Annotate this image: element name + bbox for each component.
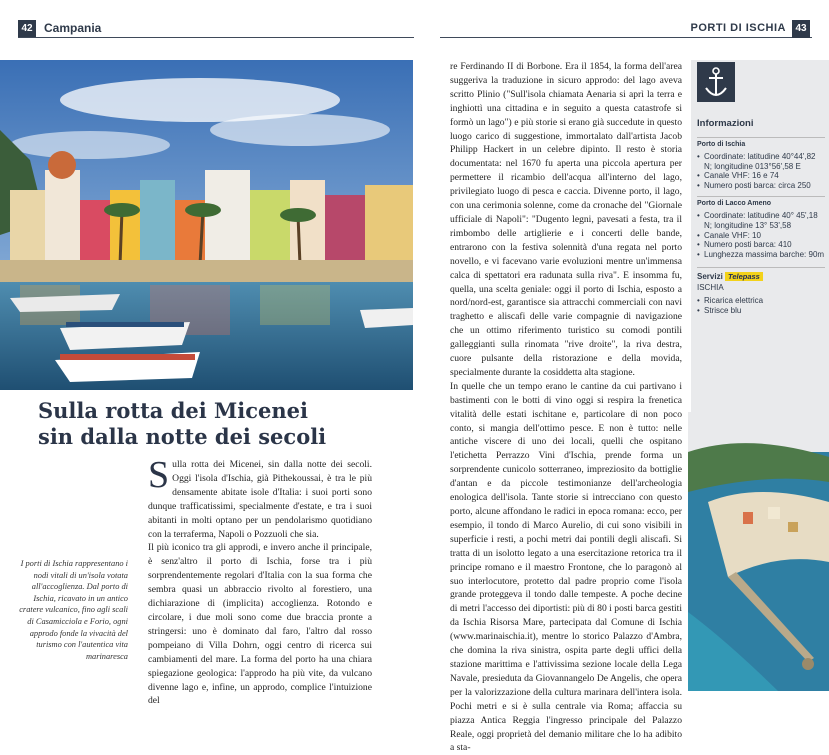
island-aerial-photo (688, 412, 829, 691)
right-section-title: PORTI DI ISCHIA (690, 22, 786, 34)
harbor-photo (0, 60, 413, 390)
services-location: ISCHIA (697, 283, 724, 293)
telepass-badge: Telepass (725, 272, 763, 281)
right-page-number: 43 (792, 20, 810, 38)
list-item: • Numero posti barca: 410 (697, 240, 825, 250)
left-header (18, 20, 414, 38)
photo-caption: I porti di Ischia rappresentano i nodi vitali di un'isola votata all'accoglienza. Dal porto di Ischia, ricavato in un antico cratere vulcanico, fino agli scali di Casamicciola e Forio, ogni approdo fonde la vivacità del turismo con l'autentica vita marinaresca (19, 559, 128, 661)
paragraph-intro-text: ulla rotta dei Micenei, sin dalla notte dei secoli. Oggi l'isola d'Ischia, già Pithekoussai, è tra le più densamente abitate isole d'Italia: i suoi porti sono dunque trafficatissimi, specialmente d'estate, e tra i suoi abitanti in molti optano per un pendolarismo quotidiano con la terraferma, Napoli o Pozzuoli che sia. (148, 459, 372, 540)
services-list (697, 296, 825, 315)
paragraph-history: re Ferdinando II di Borbone. Era il 1854, la forma dell'area suggeriva la traduzione in sicuro approdo: del lago aveva scritto Plinio ("Sull'isola chiamata Aenaria si aprì la terra e inghiottì una cittadina e in seguito a questa catastrofe si formò un lago") e più storie si erano già succedute in questo luogo carico di suggestione, immortalato dall'artista Jacob Philipp Hackert in un celebre dipinto. Il resto è storia documentata: nel 1670 fu aperta una piccola apertura per permettere il ricambio dell'acqua all'interno del lago, privilegiato luogo di pesca e caccia. Divenne porto, il lago, con una cerimonia solenne, come da cronache del "Giornale ufficiale di Napoli": "Dugento legni, pavesati a festa, tra il rimbombo delle artiglierie e i concerti delle bande, entrarono con la festiva solennità d'una regata nel porto novello, e vi facevano varie evoluzioni mentre un'immensa calca di spettatori era radunata sulla riva". E insomma fu, quella, una scelta geniale: oggi il porto di Ischia, esposto a nord/nord-est, garantisce sia attracchi commerciali con navi traghetto e aliscafi delle varie compagnie di navigazione che un ottimo riferimento turistico su comodi pontili galleggianti sulla rinomata "rive droite", la riva destra, cuore pulsante della ristorazione e della movida, specialmente durante la cosiddetta alta stagione. (450, 61, 682, 378)
port-ischia-list (697, 152, 825, 190)
services-row (697, 267, 825, 281)
list-item: • Strisce blu (697, 306, 825, 316)
list-item: • Numero posti barca: circa 250 (697, 181, 825, 191)
port-lacco-name: Porto di Lacco Ameno (697, 196, 825, 207)
title-line-1: Sulla rotta dei Micenei (38, 398, 309, 423)
left-section-title: Campania (44, 21, 102, 35)
article-column-2 (450, 60, 682, 755)
paragraph-porto: Il più iconico tra gli approdi, e invero anche il principale, è senz'altro il porto di Ischia, forse tra i più sorprendentemente regolari d'Italia con la sua forma che sembra quasi un abbraccio rivolto al forestiero, una dichiarazione di (implicita) accoglienza. Rotondo e circolare, i due moli sono come due braccia pronte a stringersi: uno è dominato dal faro, l'altro dal rosso pompeiano di Villa Dohrn, oggi centro di ricerca sui cambiamenti del mare. La forma del porto ha una chiara spiegazione geologica: l'approdo ha più vite, da vulcano divenne lago e, infine, un approdo, complice l'intuizione del (148, 542, 372, 707)
anchor-icon (697, 62, 735, 102)
drop-cap: S (148, 454, 170, 496)
paragraph-cantine: In quelle che un tempo erano le cantine da cui partivano i bastimenti con le botti di vino oggi si respira la frenetica vitalità delle estati ischitane e, particolare di non poco conto, si mangia dell'ottimo pesce. E non è tutto: nelle antiche viscere di uno dei locali, quelli che ospitano l'etichetta Perrazzo Vini d'Ischia, prende forma un sorprendente cunicolo sotterraneo, impreziosito da bottiglie d'antan e da piccole testimonianze dell'archeologia enologica dell'isola. Tante storie si intrecciano con questo porto, alcune affondano le radici in epoca romana: ecco, per esempio, il tondo di Marco Aurelio, di cui sono visibili in superficie i resti, a pochi metri dai pontili degli aliscafi. Si tratta di un isolotto legato a una esercitazione retorica tra il principe romano e il maestro Frontone, che lo paragonò al suo interlocutore, protetto dal padre proprio come l'isola grande proteggeva il tondo dalle tempeste. A poche decine di metri l'accesso dei diportisti: più di 80 i posti barca gestiti da Ischia Risorsa Mare, partecipata dal Comune di Ischia (www.marinaischia.it), mentre lo storico Palazzo d'Ambra, che domina la riva sinistra, ospita parte degli uffici della stazione marittima e l'attivissima sezione locale della Lega Navale, presieduta da Giovannangelo De Angelis, che opera per la valorizzazione della cultura marinara dell'intera isola. Pochi metri e si è sulla centrale via Roma; affaccia su piazza Antica Reggia l'ingresso principale del Palazzo Reale, oggi proprietà del demanio militare che lo ha adibito a sta- (450, 380, 682, 754)
port-lacco-list (697, 211, 825, 259)
list-item: • Lunghezza massima barche: 90m (697, 250, 825, 260)
list-item: • Coordinate: latitudine 40°44',82 N; longitudine 013°56',58 E (697, 152, 825, 171)
info-heading: Informazioni (697, 118, 754, 129)
paragraph-intro (148, 454, 372, 541)
port-ischia-name: Porto di Ischia (697, 137, 825, 148)
list-item: • Canale VHF: 16 e 74 (697, 171, 825, 181)
list-item: • Canale VHF: 10 (697, 231, 825, 241)
services-label: Servizi (697, 272, 723, 282)
title-line-2: sin dalla notte dei secoli (38, 424, 327, 449)
list-item: • Coordinate: latitudine 40° 45',18 N; longitudine 13° 53',58 (697, 211, 825, 230)
article-title (38, 398, 398, 450)
article-column-1 (148, 454, 372, 708)
list-item: • Ricarica elettrica (697, 296, 825, 306)
left-page-number: 42 (18, 20, 36, 38)
info-box (697, 118, 825, 316)
right-header (440, 20, 812, 38)
